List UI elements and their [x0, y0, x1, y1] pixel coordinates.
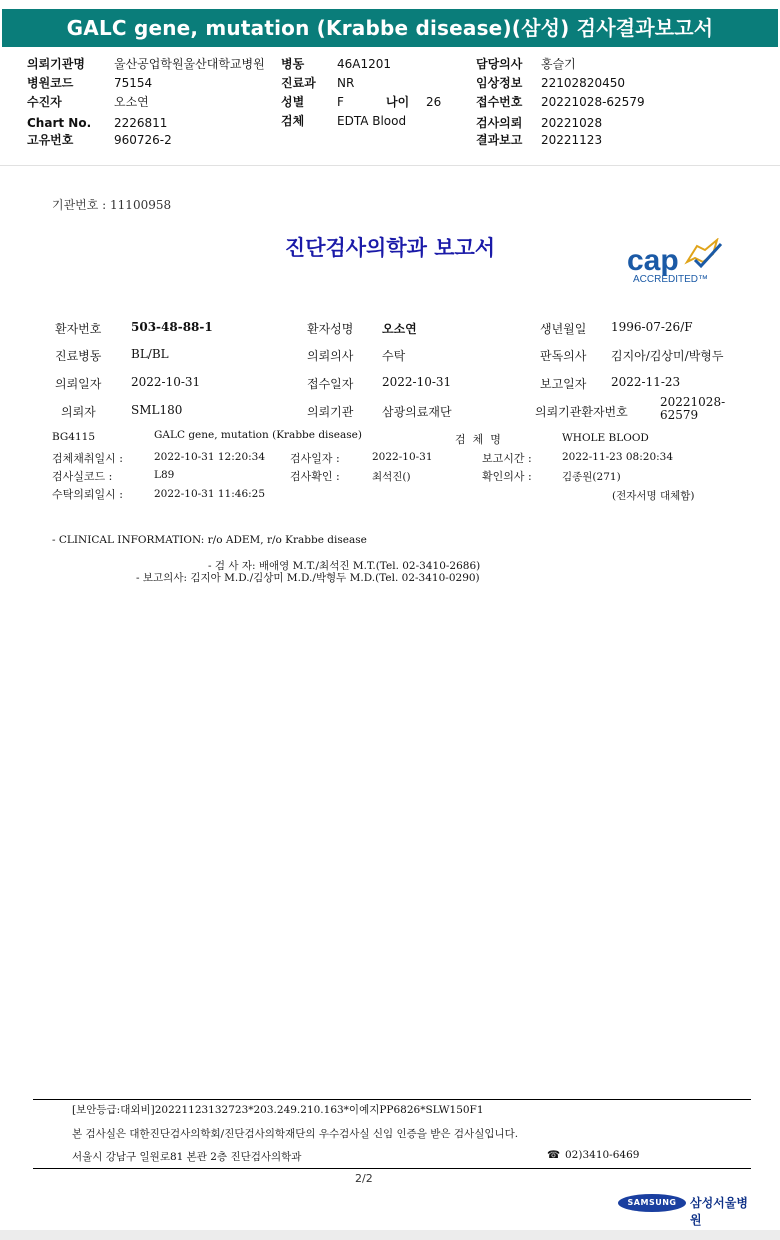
patient-name-label: 환자성명: [307, 322, 354, 336]
report-time-label: 보고시간 :: [482, 452, 532, 465]
testers-line: - 검 사 자: 배애영 M.T./최석진 M.T.(Tel. 02-3410-2686): [208, 560, 481, 572]
reading-doctor-value: 김지아/김상미/박형두: [611, 349, 724, 363]
report-title-bar: GALC gene, mutation (Krabbe disease)(삼성) 검사결과보고서: [2, 9, 778, 47]
test-name: GALC gene, mutation (Krabbe disease): [154, 429, 362, 441]
chart-no-label: Chart No.: [27, 116, 92, 130]
chart-no-value: 2226811: [114, 116, 168, 130]
request-date-label: 의뢰일자: [55, 377, 102, 391]
sex-label: 성별: [281, 95, 305, 109]
hospital-code-value: 75154: [114, 76, 153, 90]
test-request-value: 20221028: [541, 116, 603, 130]
confirm-doctor-value: 김종원(271): [562, 471, 621, 483]
institution-value: 울산공업학원울산대학교병원: [114, 57, 265, 71]
patient-number-label: 환자번호: [55, 322, 102, 336]
electronic-signature-note: (전자서명 대체함): [612, 490, 695, 502]
phone-number: 02)3410-6469: [565, 1149, 640, 1161]
certification-line: 본 검사실은 대한진단검사의학회/진단검사의학재단의 우수검사실 신임 인증을 받은 검사실입니다.: [72, 1128, 519, 1140]
reception-no-value: 20221028-62579: [541, 95, 645, 109]
institution-number: 기관번호 : 11100958: [52, 198, 172, 212]
ward-label: 병동: [281, 57, 305, 71]
requesting-doctor-label: 의뢰의사: [307, 349, 354, 363]
report-title: 진단검사의학과 보고서: [284, 236, 496, 260]
department-value: NR: [337, 76, 355, 90]
clinical-info-value: 22102820450: [541, 76, 625, 90]
samsung-hospital-logo: [618, 1192, 753, 1227]
cap-logo-text: cap: [627, 244, 679, 277]
clinical-information: - CLINICAL INFORMATION: r/o ADEM, r/o Krabbe disease: [52, 534, 367, 546]
footer-top-rule: [33, 1099, 751, 1100]
consign-time-value: 2022-10-31 11:46:25: [154, 488, 266, 500]
specimen-label: 검체: [281, 114, 305, 128]
security-line: [보안등급:대외비]20221123132723*203.249.210.163*이예지PP6826*SLW150F1: [72, 1104, 484, 1116]
hospital-code-label: 병원코드: [27, 76, 74, 90]
page-number: 2/2: [355, 1172, 373, 1185]
sex-value: F: [337, 95, 344, 109]
birthdate-label: 생년월일: [540, 322, 587, 336]
ward-body-label: 진료병동: [55, 349, 102, 363]
requester-value: SML180: [131, 403, 183, 417]
patient-label: 수진자: [27, 95, 62, 109]
reception-no-label: 접수번호: [476, 95, 523, 109]
report-time-value: 2022-11-23 08:20:34: [562, 451, 674, 463]
specimen-value: EDTA Blood: [337, 114, 407, 128]
lab-code-value: L89: [154, 469, 175, 481]
doctor-value: 홍슬기: [541, 57, 576, 71]
header-divider: [0, 165, 780, 166]
requester-label: 의뢰자: [61, 405, 96, 419]
report-date-label: 보고일자: [540, 377, 587, 391]
requesting-institution-value: 삼광의료재단: [382, 405, 452, 419]
test-request-label: 검사의뢰: [476, 116, 523, 130]
footer-bottom-rule: [33, 1168, 751, 1169]
result-report-value: 20221123: [541, 133, 603, 147]
collection-time-label: 검체채취일시 :: [52, 452, 123, 465]
report-date-value: 2022-11-23: [611, 375, 681, 389]
reading-doctor-label: 판독의사: [540, 349, 587, 363]
doctor-label: 담당의사: [476, 57, 523, 71]
birthdate-value: 1996-07-26/F: [611, 320, 693, 334]
phone-icon: ☎: [547, 1149, 561, 1161]
reporting-doctors-line: - 보고의사: 김지아 M.D./김상미 M.D./박형두 M.D.(Tel. 02-3410-0290): [136, 572, 480, 584]
ward-body-value: BL/BL: [131, 347, 169, 361]
unique-no-label: 고유번호: [27, 133, 74, 147]
receipt-date-label: 접수일자: [307, 377, 354, 391]
department-label: 진료과: [281, 76, 316, 90]
requesting-institution-label: 의뢰기관: [307, 405, 354, 419]
test-date-label: 검사일자 :: [290, 452, 340, 465]
institution-patient-no-value: 20221028- 62579: [660, 395, 726, 422]
patient-value: 오소연: [114, 95, 149, 109]
test-date-value: 2022-10-31: [372, 451, 433, 463]
consign-time-label: 수탁의뢰일시 :: [52, 488, 123, 501]
cap-accredited-logo: [625, 238, 725, 286]
collection-time-value: 2022-10-31 12:20:34: [154, 451, 266, 463]
patient-name-value: 오소연: [382, 322, 417, 336]
test-confirm-value: 최석진(): [372, 471, 411, 483]
specimen-name-label: 검 체 명: [455, 433, 501, 446]
institution-label: 의뢰기관명: [27, 57, 85, 71]
receipt-date-value: 2022-10-31: [382, 375, 452, 389]
patient-number-value: 503-48-88-1: [131, 320, 213, 334]
institution-patient-no-label: 의뢰기관환자번호: [535, 405, 628, 419]
unique-no-value: 960726-2: [114, 133, 172, 147]
lab-code-label: 검사실코드 :: [52, 470, 113, 483]
specimen-name-value: WHOLE BLOOD: [562, 432, 649, 444]
result-report-label: 결과보고: [476, 133, 523, 147]
test-confirm-label: 검사확인 :: [290, 470, 340, 483]
cap-logo-sub: ACCREDITED™: [633, 274, 709, 285]
address-line: 서울시 강남구 일원로81 본관 2층 진단검사의학과: [72, 1151, 302, 1163]
test-code: BG4115: [52, 431, 96, 443]
samsung-logo-mark: SAMSUNG: [618, 1194, 686, 1212]
age-label: 나이: [386, 95, 410, 109]
hospital-name: 삼성서울병원: [690, 1196, 748, 1227]
request-date-value: 2022-10-31: [131, 375, 201, 389]
ward-value: 46A1201: [337, 57, 392, 71]
clinical-info-label: 임상정보: [476, 76, 523, 90]
confirm-doctor-label: 확인의사 :: [482, 470, 532, 483]
age-value: 26: [426, 95, 442, 109]
requesting-doctor-value: 수탁: [382, 349, 406, 363]
